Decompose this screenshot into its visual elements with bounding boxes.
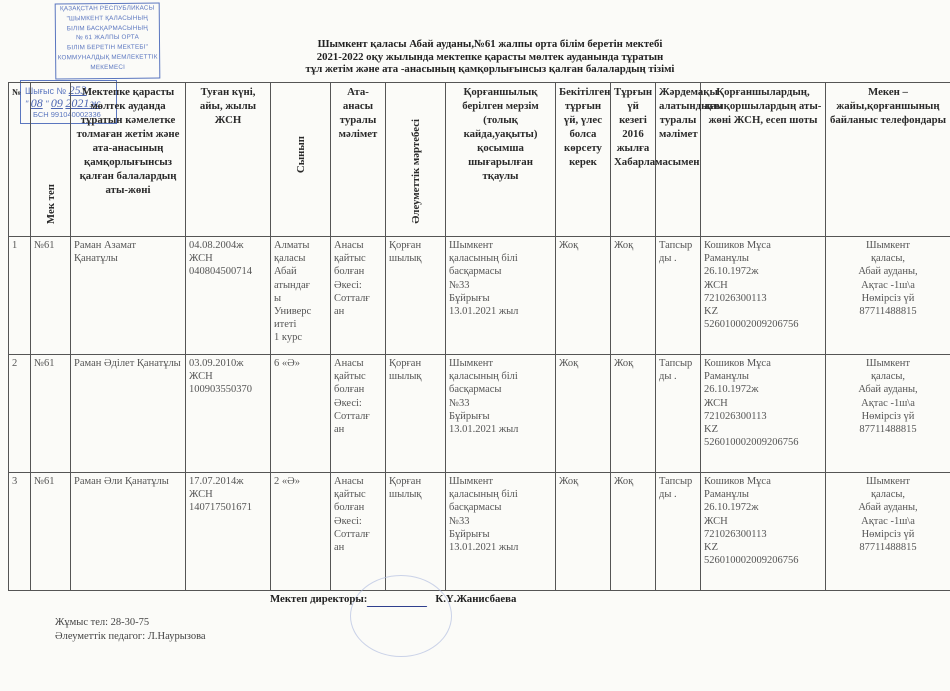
grade-line: итеті bbox=[274, 319, 297, 331]
social-status-line: Қорған bbox=[389, 240, 422, 251]
address-phone-line: қаласы, bbox=[870, 489, 906, 501]
birth-date-line: 04.08.2004ж bbox=[189, 240, 244, 251]
address-phone-line: Нөмірсіз үй bbox=[861, 292, 915, 304]
guardian-info-line: 26.10.1972ж bbox=[704, 266, 759, 278]
grade-line: қаласы bbox=[274, 253, 306, 265]
guardian-info-line: ЖСН bbox=[704, 515, 728, 527]
guardianship-order-line: №33 bbox=[449, 279, 470, 291]
guardian-info-line: 526010002009206756 bbox=[704, 437, 799, 449]
address-phone-line: Нөмірсіз үй bbox=[861, 528, 915, 540]
children-list-table bbox=[8, 82, 950, 591]
social-status-line: Қорған bbox=[389, 476, 422, 487]
parents-info-line: Сотталғ bbox=[334, 528, 370, 540]
guardian-info-line: 721026300113 bbox=[704, 528, 767, 540]
guardianship-order-line: 13.01.2021 жыл bbox=[449, 542, 519, 554]
outgoing-date-year: 2021ж bbox=[65, 96, 101, 110]
address-phone-line: қаласы, bbox=[870, 371, 906, 383]
table-row bbox=[9, 473, 950, 591]
address-phone-line: Абай ауданы, bbox=[858, 502, 918, 514]
guardianship-order-line: Бұйрығы bbox=[449, 292, 490, 304]
cell-guardian-info bbox=[701, 473, 826, 591]
cell-parents-info bbox=[331, 237, 386, 355]
allowance-info-line: ды . bbox=[659, 489, 677, 501]
guardianship-order-line: №33 bbox=[449, 515, 470, 527]
cell-child-name: Раман Әділет Қанатұлы bbox=[71, 355, 186, 473]
guardian-info-line: 721026300113 bbox=[704, 410, 767, 422]
header-num: № bbox=[9, 83, 31, 237]
guardianship-order-line: басқармасы bbox=[449, 266, 502, 278]
cell-grade bbox=[271, 355, 331, 473]
guardian-info-line: 526010002009206756 bbox=[704, 555, 799, 567]
guardianship-order-line: Бұйрығы bbox=[449, 528, 490, 540]
header-address-phone: Мекен – жайы,қорғаншының байланыс телефондары bbox=[826, 83, 950, 237]
guardian-info-line: KZ bbox=[704, 542, 718, 554]
table-row bbox=[9, 237, 950, 355]
cell-housing-queue: Жоқ bbox=[611, 355, 656, 473]
cell-address-phone bbox=[826, 473, 950, 591]
guardian-info-line: Кошиков Мұса bbox=[704, 476, 771, 487]
guardianship-order-line: Шымкент bbox=[449, 240, 493, 251]
guardian-info-line: Кошиков Мұса bbox=[704, 240, 771, 251]
guardian-info-line: 526010002009206756 bbox=[704, 319, 799, 331]
guardianship-order-line: №33 bbox=[449, 397, 470, 409]
parents-info-line: қайтыс bbox=[334, 489, 366, 501]
parents-info-line: Сотталғ bbox=[334, 292, 370, 304]
official-stamp bbox=[55, 3, 161, 80]
cell-row-number: 2 bbox=[9, 355, 31, 473]
cell-social-status bbox=[386, 473, 446, 591]
header-social-status: Әлеуметтік мәртебесі bbox=[386, 83, 446, 237]
guardian-info-line: KZ bbox=[704, 424, 718, 436]
parents-info-line: ан bbox=[334, 306, 345, 318]
parents-info-line: Анасы bbox=[334, 476, 364, 487]
grade-line: 6 «Ә» bbox=[274, 358, 300, 369]
cell-parents-info bbox=[331, 473, 386, 591]
cell-birth-date bbox=[186, 355, 271, 473]
allowance-info-line: Тапсыр bbox=[659, 476, 693, 487]
birth-date-line: 040804500714 bbox=[189, 266, 252, 278]
address-phone-line: Ақтас -1ш\а bbox=[861, 279, 915, 291]
header-parents-info: Ата-анасы туралы мәлімет bbox=[331, 83, 386, 237]
allowance-info-line: Тапсыр bbox=[659, 358, 693, 369]
social-status-line: шылық bbox=[389, 489, 422, 501]
parents-info-line: Әкесі: bbox=[334, 397, 362, 409]
birth-date-line: ЖСН bbox=[189, 371, 213, 383]
cell-address-phone bbox=[826, 355, 950, 473]
guardianship-order-line: Шымкент bbox=[449, 358, 493, 369]
cell-row-number: 1 bbox=[9, 237, 31, 355]
round-seal bbox=[350, 575, 452, 657]
cell-address-phone bbox=[826, 237, 950, 355]
cell-assigned-housing: Жоқ bbox=[556, 355, 611, 473]
birth-date-line: 100903550370 bbox=[189, 384, 252, 396]
grade-line: Алматы bbox=[274, 240, 310, 251]
grade-line: Абай bbox=[274, 266, 297, 278]
guardianship-order-line: қаласының білі bbox=[449, 371, 518, 383]
guardian-info-line: Раманұлы bbox=[704, 253, 749, 265]
cell-child-name: Раман Әли Қанатұлы bbox=[71, 473, 186, 591]
stamp-line: "ШЫМКЕНТ ҚАЛАСЫНЫҢ bbox=[66, 14, 149, 23]
social-pedagogue: Әлеуметтік педагог: Л.Наурызова bbox=[55, 631, 206, 642]
parents-info-line: қайтыс bbox=[334, 253, 366, 265]
parents-info-line: болған bbox=[334, 502, 365, 514]
cell-grade bbox=[271, 237, 331, 355]
cell-allowance-info bbox=[656, 355, 701, 473]
guardian-info-line: Раманұлы bbox=[704, 371, 749, 383]
stamp-line: ҚАЗАҚСТАН РЕСПУБЛИКАСЫ bbox=[59, 4, 155, 13]
cell-birth-date bbox=[186, 237, 271, 355]
birth-date-line: ЖСН bbox=[189, 253, 213, 265]
stamp-line: № 61 ЖАЛПЫ ОРТА bbox=[75, 34, 140, 42]
guardianship-order-line: 13.01.2021 жыл bbox=[449, 306, 519, 318]
address-phone-line: Абай ауданы, bbox=[858, 384, 918, 396]
guardian-info-line: Раманұлы bbox=[704, 489, 749, 501]
cell-row-number: 3 bbox=[9, 473, 31, 591]
parents-info-line: Анасы bbox=[334, 240, 364, 251]
grade-line: атындағ bbox=[274, 279, 310, 291]
table-row bbox=[9, 355, 950, 473]
birth-date-line: 03.09.2010ж bbox=[189, 358, 244, 369]
guardianship-order-line: басқармасы bbox=[449, 384, 502, 396]
guardian-info-line: 26.10.1972ж bbox=[704, 502, 759, 514]
stamp-line: КОММУНАЛДЫҚ МЕМЛЕКЕТТІК bbox=[57, 53, 158, 62]
table-header-row bbox=[9, 83, 950, 237]
social-status-line: шылық bbox=[389, 253, 422, 265]
grade-line: 2 «Ә» bbox=[274, 476, 300, 487]
parents-info-line: қайтыс bbox=[334, 371, 366, 383]
cell-guardianship-order bbox=[446, 473, 556, 591]
cell-social-status bbox=[386, 355, 446, 473]
cell-housing-queue: Жоқ bbox=[611, 237, 656, 355]
address-phone-line: қаласы, bbox=[870, 253, 906, 265]
allowance-info-line: ды . bbox=[659, 371, 677, 383]
cell-guardian-info bbox=[701, 355, 826, 473]
birth-date-line: 140717501671 bbox=[189, 502, 252, 514]
parents-info-line: Анасы bbox=[334, 358, 364, 369]
outgoing-number-label: Шығыс № bbox=[25, 86, 67, 96]
header-housing-queue: Тұрғын үй кезегі 2016 жылға Хабарламасымен bbox=[611, 83, 656, 237]
cell-assigned-housing: Жоқ bbox=[556, 237, 611, 355]
social-status-line: Қорған bbox=[389, 358, 422, 369]
parents-info-line: ан bbox=[334, 542, 345, 554]
outgoing-number-stamp: Шығыс № 253 " 08 " 09 2021ж БСН 991040002336 bbox=[20, 80, 117, 124]
cell-housing-queue: Жоқ bbox=[611, 473, 656, 591]
guardianship-order-line: 13.01.2021 жыл bbox=[449, 424, 519, 436]
director-label: Мектеп директоры: bbox=[270, 592, 368, 605]
guardianship-order-line: қаласының білі bbox=[449, 253, 518, 265]
address-phone-line: Ақтас -1ш\а bbox=[861, 515, 915, 527]
cell-guardianship-order bbox=[446, 237, 556, 355]
parents-info-line: Сотталғ bbox=[334, 410, 370, 422]
header-guardianship-period: Қорғаншылық берілген мерзім (толық кайда,уақыты) қосымша шығарылған тқаулы bbox=[446, 83, 556, 237]
signature-mark bbox=[367, 592, 436, 607]
address-phone-line: Шымкент bbox=[866, 240, 910, 251]
parents-info-line: ан bbox=[334, 424, 345, 436]
grade-line: ы bbox=[274, 292, 282, 304]
director-signature bbox=[270, 592, 516, 607]
guardianship-order-line: Бұйрығы bbox=[449, 410, 490, 422]
cell-birth-date bbox=[186, 473, 271, 591]
header-guardians: Қорғаншылардың, қамқоршылардың аты-жөні ЖСН, есеп шоты bbox=[701, 83, 826, 237]
cell-allowance-info bbox=[656, 237, 701, 355]
cell-allowance-info bbox=[656, 473, 701, 591]
guardianship-order-line: Шымкент bbox=[449, 476, 493, 487]
cell-social-status bbox=[386, 237, 446, 355]
cell-school-number: №61 bbox=[31, 473, 71, 591]
address-phone-line: Абай ауданы, bbox=[858, 266, 918, 278]
guardianship-order-line: қаласының білі bbox=[449, 489, 518, 501]
parents-info-line: Әкесі: bbox=[334, 279, 362, 291]
grade-line: Универс bbox=[274, 306, 312, 318]
grade-line: 1 курс bbox=[274, 332, 302, 344]
guardian-info-line: Кошиков Мұса bbox=[704, 358, 771, 369]
parents-info-line: болған bbox=[334, 384, 365, 396]
birth-date-line: ЖСН bbox=[189, 489, 213, 501]
cell-assigned-housing: Жоқ bbox=[556, 473, 611, 591]
title-line-1: Шымкент қаласы Абай ауданы,№61 жалпы орта білім беретін мектебі bbox=[317, 38, 663, 50]
cell-school-number: №61 bbox=[31, 237, 71, 355]
director-name: К.Ү.Жанисбаева bbox=[435, 592, 517, 605]
header-assigned-housing: Бекітілген тұрғын үй, үлес болса көрсету керек bbox=[556, 83, 611, 237]
stamp-line: БІЛІМ БАСҚАРМАСЫНЫҢ bbox=[66, 24, 149, 32]
outgoing-date-month: 09 bbox=[50, 96, 63, 110]
cell-guardianship-order bbox=[446, 355, 556, 473]
guardian-info-line: KZ bbox=[704, 306, 718, 318]
guardian-info-line: 721026300113 bbox=[704, 292, 767, 304]
address-phone-line: 87711488815 bbox=[859, 542, 917, 554]
address-phone-line: Ақтас -1ш\а bbox=[861, 397, 915, 409]
address-phone-line: Шымкент bbox=[866, 476, 910, 487]
title-line-2: 2021-2022 оқу жылында мектепке қарасты мөлтек ауданында тұратын bbox=[316, 50, 664, 63]
cell-guardian-info bbox=[701, 237, 826, 355]
guardianship-order-line: басқармасы bbox=[449, 502, 502, 514]
guardian-info-line: ЖСН bbox=[704, 279, 728, 291]
address-phone-line: 87711488815 bbox=[859, 424, 917, 436]
header-birth-date: Туған күні, айы, жылы ЖСН bbox=[186, 83, 271, 237]
address-phone-line: Нөмірсіз үй bbox=[861, 410, 915, 422]
allowance-info-line: ды . bbox=[659, 253, 677, 265]
outgoing-number-value: 253 bbox=[68, 83, 87, 97]
stamp-line: БІЛІМ БЕРЕТІН МЕКТЕБІ" bbox=[66, 43, 149, 52]
stamp-line: МЕКЕМЕСІ bbox=[90, 63, 126, 71]
guardian-info-line: ЖСН bbox=[704, 397, 728, 409]
cell-child-name: Раман Азамат Қанатұлы bbox=[71, 237, 186, 355]
address-phone-line: 87711488815 bbox=[859, 306, 917, 318]
outgoing-bin: БСН 991040002336 bbox=[33, 110, 101, 119]
social-status-line: шылық bbox=[389, 371, 422, 383]
work-phone: Жұмыс тел: 28-30-75 bbox=[55, 617, 150, 628]
birth-date-line: 17.07.2014ж bbox=[189, 476, 244, 487]
address-phone-line: Шымкент bbox=[866, 358, 910, 369]
guardian-info-line: 26.10.1972ж bbox=[704, 384, 759, 396]
header-grade: Сынып bbox=[271, 83, 331, 237]
header-allowance: Жәрдемақы алатындығы туралы мәлімет bbox=[656, 83, 701, 237]
document-title bbox=[240, 38, 740, 76]
cell-grade bbox=[271, 473, 331, 591]
title-line-3: тұл жетім және ата -анасының қамқорлығынсыз қалған балалардың тізімі bbox=[305, 63, 675, 76]
header-child-name: Мектепке қарасты мөлтек ауданда тұратын кәмелетке толмаған жетім және ата-анасының қамқорлығынсыз қалған балалардың аты-жөні bbox=[71, 83, 186, 237]
parents-info-line: Әкесі: bbox=[334, 515, 362, 527]
parents-info-line: болған bbox=[334, 266, 365, 278]
cell-school-number: №61 bbox=[31, 355, 71, 473]
cell-parents-info bbox=[331, 355, 386, 473]
allowance-info-line: Тапсыр bbox=[659, 240, 693, 251]
header-school: Мек теп bbox=[31, 83, 71, 237]
outgoing-date-day: 08 bbox=[30, 96, 43, 110]
